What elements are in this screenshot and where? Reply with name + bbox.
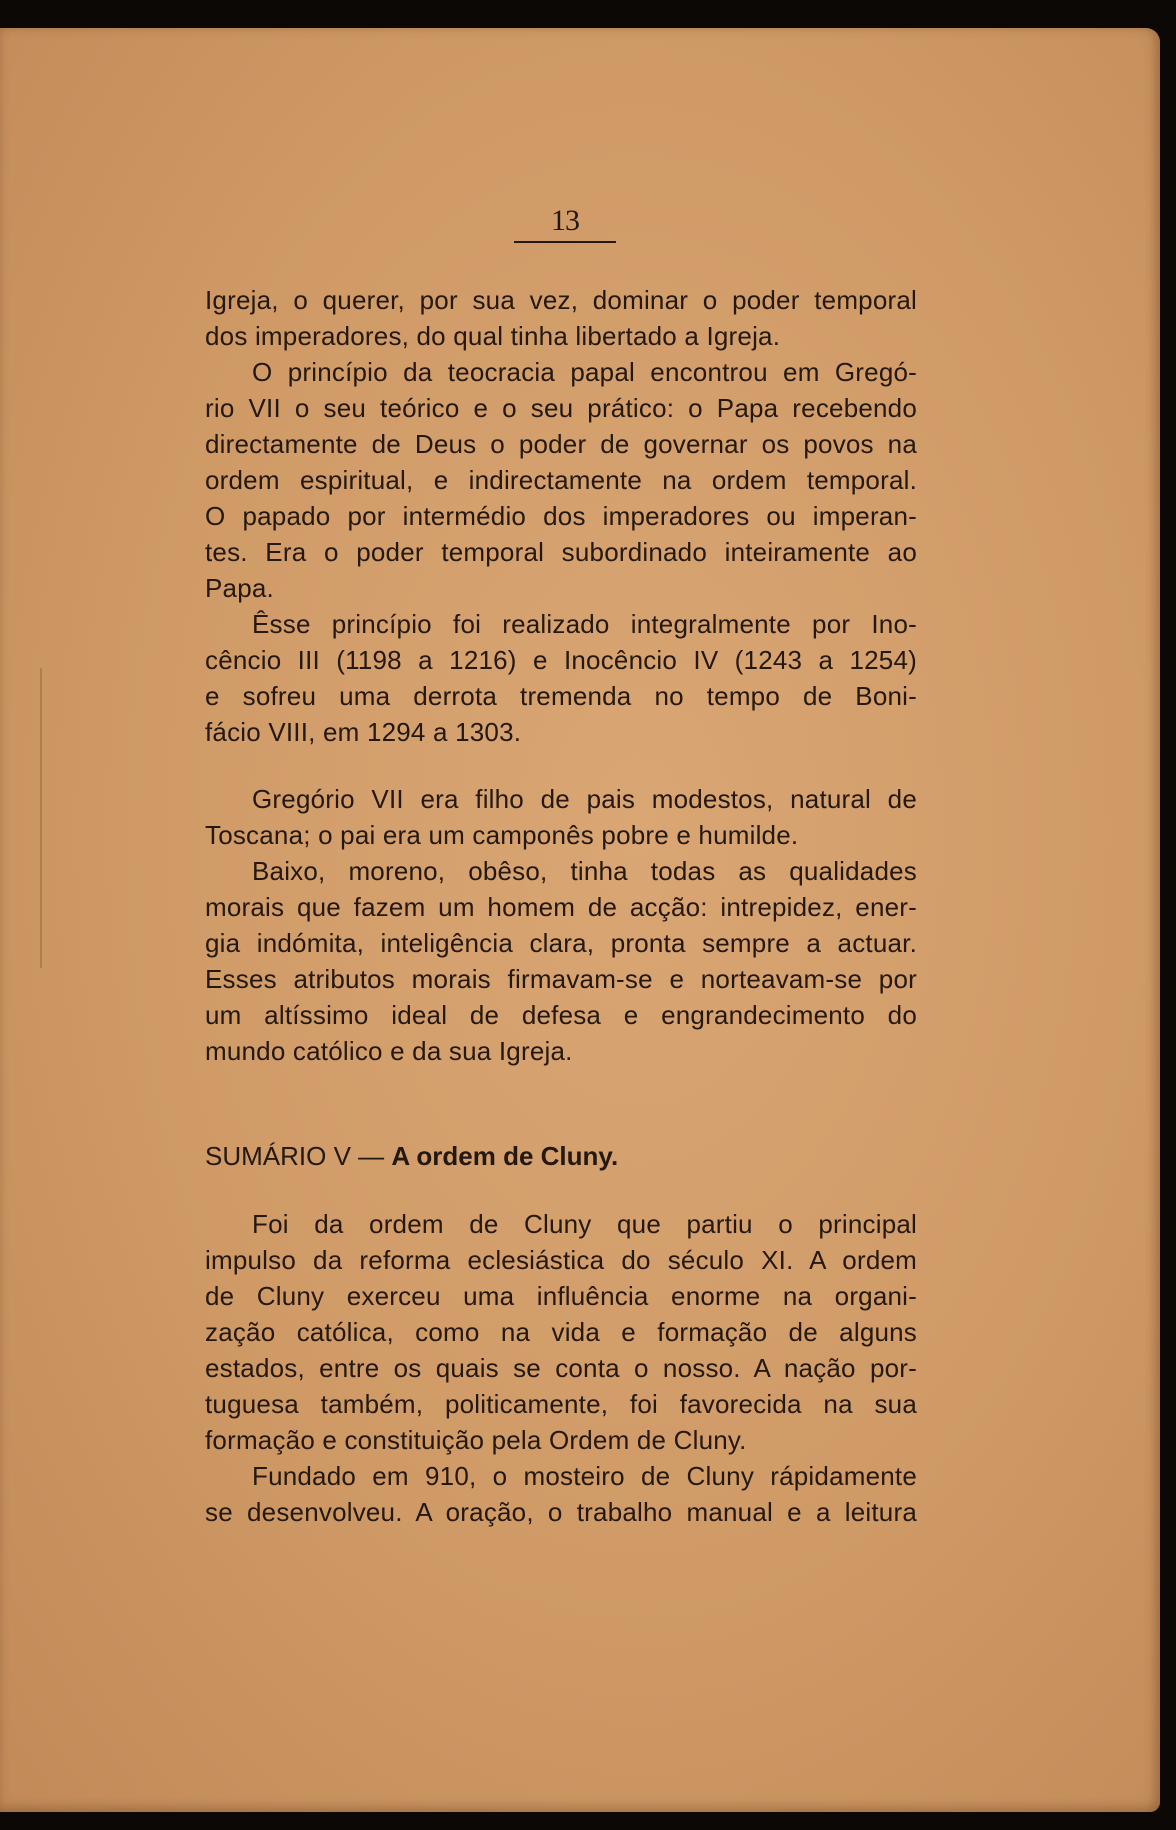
section-heading bbox=[205, 1136, 618, 1176]
margin-fold-mark bbox=[40, 668, 62, 968]
text-line: cêncio III (1198 a 1216) e Inocêncio IV (1243 a 1254) bbox=[205, 645, 917, 675]
page-number: 13 bbox=[551, 204, 579, 237]
text-line: tuguesa também, politicamente, foi favorecida na sua bbox=[205, 1389, 917, 1419]
text-line: directamente de Deus o poder de governar os povos na bbox=[205, 429, 917, 459]
text-line: um altíssimo ideal de defesa e engrandecimento do bbox=[205, 1000, 917, 1030]
text-line: formação e constituição pela Ordem de Cluny. bbox=[205, 1425, 747, 1455]
text-line: zação católica, como na vida e formação de alguns bbox=[205, 1317, 917, 1347]
page-number-rule bbox=[514, 241, 616, 243]
text-line: O papado por intermédio dos imperadores ou imperan- bbox=[205, 501, 917, 531]
text-line: Toscana; o pai era um camponês pobre e humilde. bbox=[205, 820, 799, 850]
text-line: Gregório VII era filho de pais modestos, natural de bbox=[252, 784, 917, 814]
text-line: ordem espiritual, e indirectamente na ordem temporal. bbox=[205, 465, 917, 495]
text-line: Papa. bbox=[205, 573, 274, 603]
text-line: dos imperadores, do qual tinha libertado a Igreja. bbox=[205, 321, 781, 351]
text-line: tes. Era o poder temporal subordinado inteiramente ao bbox=[205, 537, 917, 567]
text-line: Êsse princípio foi realizado integralmente por Ino- bbox=[252, 609, 917, 639]
text-line: Baixo, moreno, obêso, tinha todas as qualidades bbox=[252, 856, 917, 886]
text-line: fácio VIII, em 1294 a 1303. bbox=[205, 717, 522, 747]
section-heading-prefix: SUMÁRIO V — bbox=[205, 1141, 392, 1171]
text-line: e sofreu uma derrota tremenda no tempo de Boni- bbox=[205, 681, 917, 711]
text-line: estados, entre os quais se conta o nosso. A nação por- bbox=[205, 1353, 917, 1383]
text-line: rio VII o seu teórico e o seu prático: o Papa recebendo bbox=[205, 393, 917, 423]
text-line: gia indómita, inteligência clara, pronta sempre a actuar. bbox=[205, 928, 917, 958]
text-line: Fundado em 910, o mosteiro de Cluny rápidamente bbox=[252, 1461, 917, 1491]
text-line: impulso da reforma eclesiástica do século XI. A ordem bbox=[205, 1245, 917, 1275]
text-line: O princípio da teocracia papal encontrou em Gregó- bbox=[252, 357, 917, 387]
text-line: se desenvolveu. A oração, o trabalho manual e a leitura bbox=[205, 1497, 917, 1527]
section-heading-title: A ordem de Cluny. bbox=[391, 1141, 619, 1171]
text-line: morais que fazem um homem de acção: intrepidez, ener- bbox=[205, 892, 917, 922]
text-line: Foi da ordem de Cluny que partiu o principal bbox=[252, 1209, 917, 1239]
text-line: de Cluny exerceu uma influência enorme na organi- bbox=[205, 1281, 917, 1311]
text-line: mundo católico e da sua Igreja. bbox=[205, 1036, 573, 1066]
text-line: Igreja, o querer, por sua vez, dominar o poder temporal bbox=[205, 285, 917, 315]
text-line: Esses atributos morais firmavam-se e norteavam-se por bbox=[205, 964, 917, 994]
